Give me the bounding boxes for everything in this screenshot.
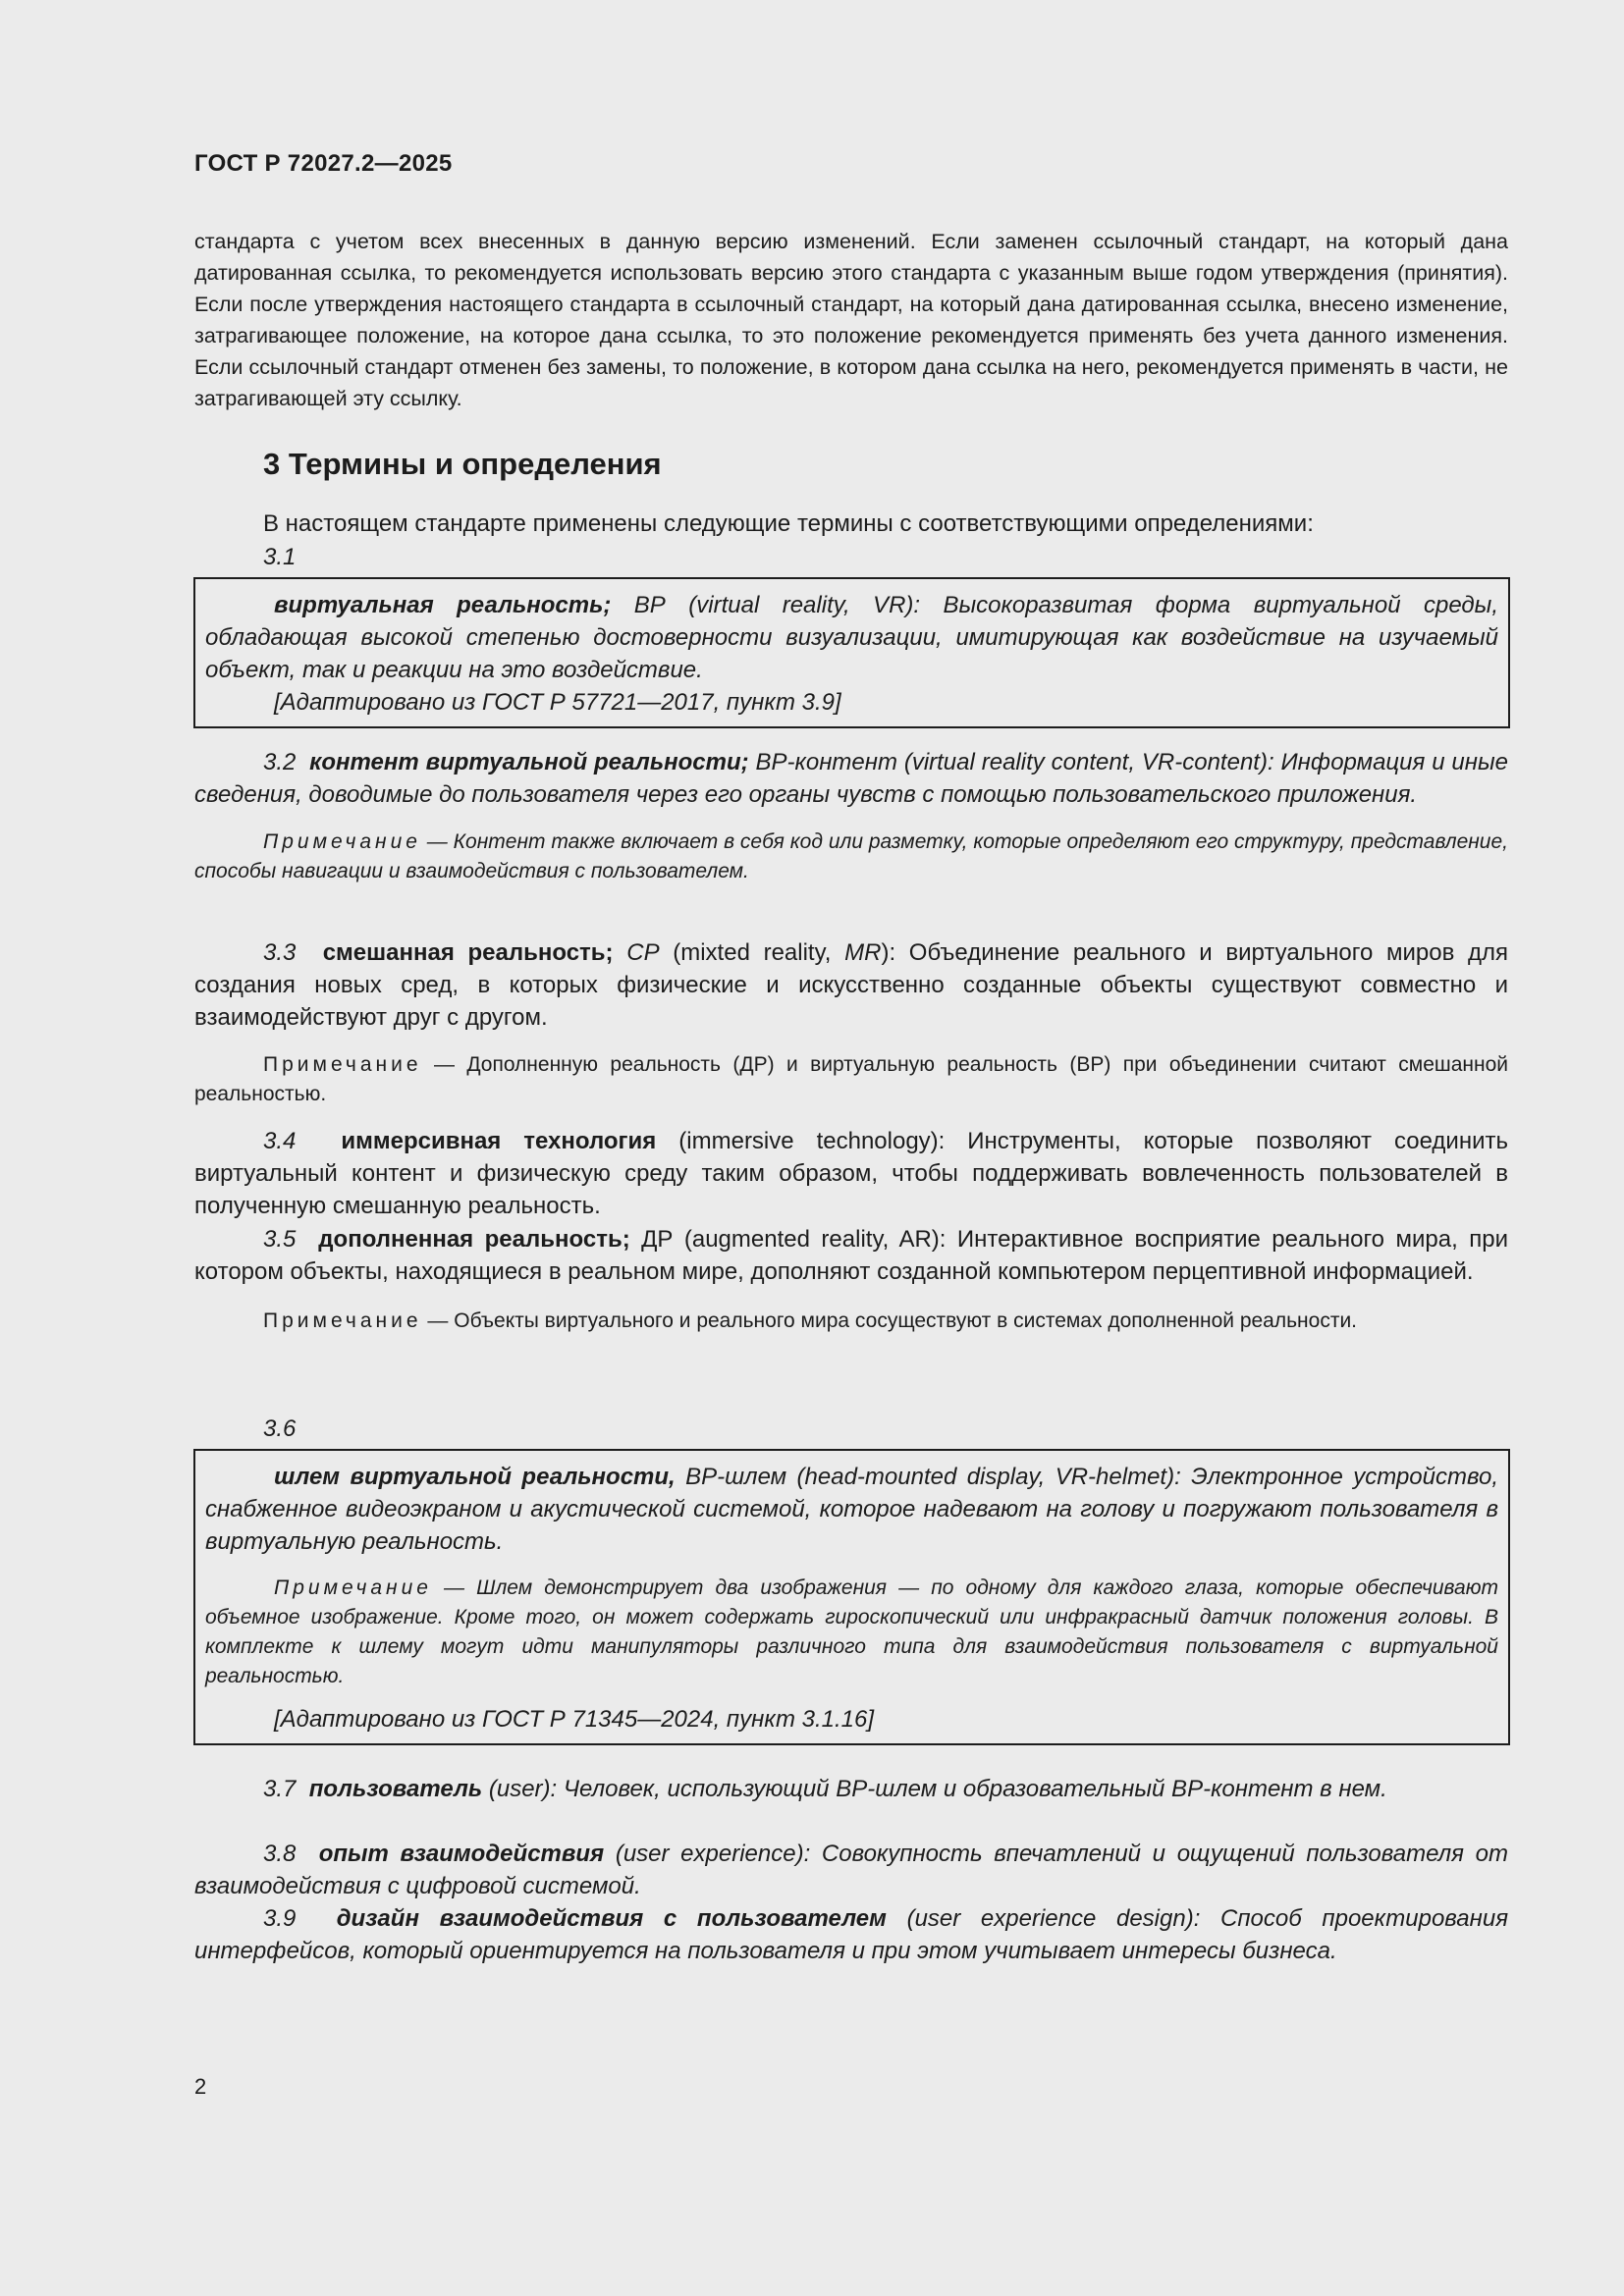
term-name: дополненная реальность; <box>318 1226 630 1253</box>
term-text: ): Объединение реального и виртуального миров для создания новых сред, в которых физические и искусственно созданные объекты существуют совместно и взаимодействуют друг с другом. <box>194 939 1509 1031</box>
note-text: — Контент также включает в себя код или разметку, которые определяют его структуру, представление, способы навигации и взаимодействия с пользователем. <box>194 830 1508 882</box>
term-name: опыт взаимодействия <box>318 1841 605 1867</box>
term-number: 3.8 <box>263 1841 297 1867</box>
term-text: (immersive technology): Инструменты, которые позволяют соединить виртуальный контент и физическую среду таким образом, чтобы поддерживать вовлеченность пользователей в полученную смешанную реальность. <box>194 1128 1508 1219</box>
note-text: — Шлем демонстрирует два изображения — по одному для каждого глаза, которые обеспечивают объемное изображение. Кроме того, он может содержать гироскопический или инфракрасный датчик положения головы. В комплекте к шлему могут идти манипуляторы различного типа для взаимодействия пользователя с виртуальной реальностью. <box>205 1576 1498 1687</box>
term-source-3-1: [Адаптировано из ГОСТ Р 57721—2017, пункт 3.9] <box>274 689 841 716</box>
term-text: (user experience): Совокупность впечатлений и ощущений пользователя от взаимодействия с цифровой системой. <box>194 1841 1508 1899</box>
term-abbr: СР <box>626 939 660 966</box>
term-note-3-3 <box>194 1050 1508 1109</box>
term-3-2 <box>194 746 1508 886</box>
term-name: виртуальная реальность; <box>274 592 612 618</box>
term-number: 3.9 <box>263 1905 297 1932</box>
term-text: ВР-контент (virtual reality content, VR-content): Информация и иные сведения, доводимые до пользователя через его органы чувств с помощью пользовательского приложения. <box>194 749 1508 808</box>
term-definition-3-3 <box>194 936 1508 1034</box>
term-number: 3.7 <box>263 1776 297 1802</box>
term-note-3-6 <box>205 1574 1498 1691</box>
term-text: ВР-шлем (head-mounted display, VR-helmet): Электронное устройство, снабженное видеоэкраном и акустической системой, которое надевают на голову и погружают пользователя в виртуальную реальность. <box>205 1464 1498 1555</box>
term-number: 3.3 <box>263 939 297 966</box>
term-text: ДР (augmented reality, AR): Интерактивное восприятие реального мира, при котором объекты, находящиеся в реальном мире, дополняют созданной компьютером перцептивной информацией. <box>194 1226 1508 1285</box>
term-number: 3.2 <box>263 749 297 775</box>
term-3-8 <box>194 1838 1508 1902</box>
term-name: шлем виртуальной реальности, <box>274 1464 676 1490</box>
term-definition-3-4 <box>194 1125 1508 1222</box>
section-title: 3 Термины и определения <box>263 447 662 481</box>
term-box-3-1 <box>193 577 1510 728</box>
term-source-3-6: [Адаптировано из ГОСТ Р 71345—2024, пункт 3.1.16] <box>274 1706 875 1733</box>
term-text: ВР (virtual reality, VR): Высокоразвитая форма виртуальной среды, обладающая высокой степенью достоверности визуализации, имитирующая как воздействие на изучаемый объект, так и реакции на это воздействие. <box>205 592 1499 683</box>
term-abbr-en: MR <box>844 939 882 966</box>
term-definition-3-9 <box>194 1902 1508 1967</box>
term-name: иммерсивная технология <box>341 1128 657 1154</box>
term-3-5 <box>194 1223 1508 1336</box>
term-number: 3.4 <box>263 1128 297 1154</box>
term-definition-3-2 <box>194 746 1508 811</box>
note-text: — Объекты виртуального и реального мира сосуществуют в системах дополненной реальности. <box>421 1309 1358 1332</box>
note-label: Примечание <box>274 1576 432 1599</box>
term-box-3-6 <box>193 1449 1510 1745</box>
term-name: дизайн взаимодействия с пользователем <box>336 1905 887 1932</box>
term-3-3 <box>194 936 1508 1109</box>
term-definition-3-5 <box>194 1223 1508 1288</box>
term-name: контент виртуальной реальности; <box>309 749 749 775</box>
term-3-7 <box>194 1773 1508 1805</box>
page-number: 2 <box>194 2074 207 2099</box>
term-definition-3-1 <box>205 589 1498 686</box>
term-text-mid: (mixted reality, <box>659 939 845 966</box>
term-number-3-1: 3.1 <box>263 544 297 570</box>
term-number: 3.5 <box>263 1226 297 1253</box>
document-header: ГОСТ Р 72027.2—2025 <box>194 150 453 177</box>
term-name: смешанная реальность; <box>322 939 614 966</box>
term-3-9 <box>194 1902 1508 1967</box>
term-note-3-2 <box>194 828 1508 886</box>
note-text: — Дополненную реальность (ДР) и виртуальную реальность (ВР) при объединении считают смешанной реальностью. <box>194 1053 1508 1105</box>
term-definition-3-6 <box>205 1461 1498 1558</box>
term-3-4 <box>194 1125 1508 1222</box>
term-text: (user experience design): Способ проектирования интерфейсов, который ориентируется на пользователя и при этом учитывает интересы бизнеса. <box>194 1905 1509 1964</box>
section-intro: В настоящем стандарте применены следующие термины с соответствующими определениями: <box>263 510 1314 537</box>
term-name: пользователь <box>308 1776 483 1802</box>
term-definition-3-8 <box>194 1838 1508 1902</box>
term-number-3-6: 3.6 <box>263 1415 297 1442</box>
note-label: Примечание <box>263 830 421 853</box>
term-definition-3-7 <box>194 1773 1508 1805</box>
term-note-3-5 <box>194 1307 1508 1336</box>
note-label: Примечание <box>263 1053 422 1076</box>
term-text: (user): Человек, использующий ВР-шлем и образовательный ВР-контент в нем. <box>482 1776 1387 1802</box>
intro-paragraph: стандарта с учетом всех внесенных в данную версию изменений. Если заменен ссылочный стандарт, на который дана датированная ссылка, то рекомендуется использовать версию этого стандарта с указанным выше годом утверждения (принятия). Если после утверждения настоящего стандарта в ссылочный стандарт, на который дана датированная ссылка, внесено изменение, затрагивающее положение, на которое дана ссылка, то это положение рекомендуется применять без учета данного изменения. Если ссылочный стандарт отменен без замены, то положение, в котором дана ссылка на него, рекомендуется применять в части, не затрагивающей эту ссылку. <box>194 230 1508 410</box>
note-label: Примечание <box>263 1309 422 1332</box>
